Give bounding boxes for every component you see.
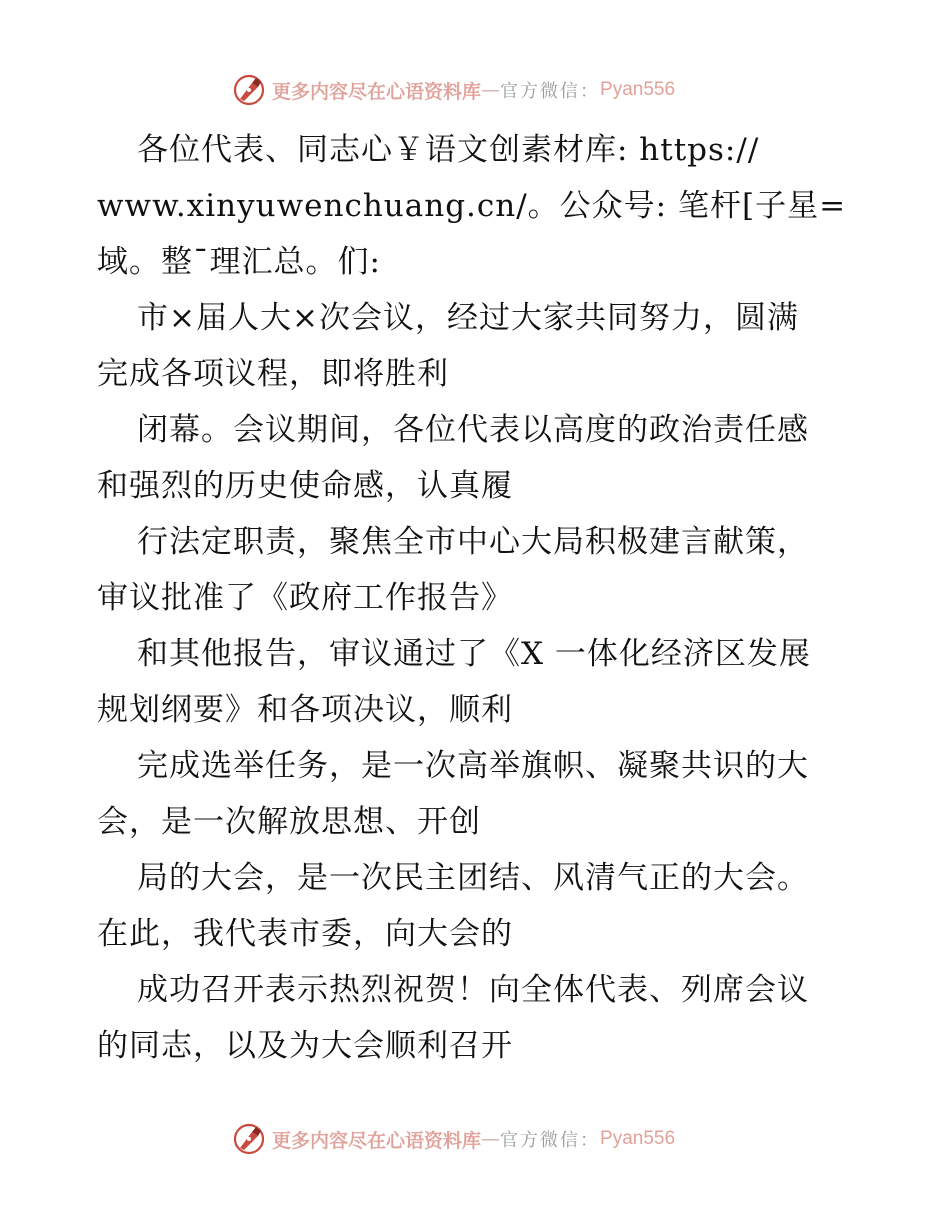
banner-dash: — xyxy=(481,1128,501,1150)
text-line: 完成选举任务，是一次高举旗帜、凝聚共识的大 xyxy=(137,748,809,784)
pen-nib-circle-logo-icon xyxy=(232,73,266,107)
pen-nib-circle-logo-icon xyxy=(232,1122,266,1156)
text-line: 行法定职责，聚焦全市中心大局积极建言献策， xyxy=(137,524,809,560)
banner-official-label: 官方微信： xyxy=(500,81,601,102)
text-line: 完成各项议程，即将胜利 xyxy=(97,356,449,392)
text-line: 会，是一次解放思想、开创 xyxy=(97,804,481,840)
text-line: 规划纲要》和各项决议，顺利 xyxy=(97,692,513,728)
text-line: 审议批准了《政府工作报告》 xyxy=(97,580,513,616)
footer-watermark-banner xyxy=(232,1119,722,1159)
banner-main-text: 更多内容尽在心语资料库 xyxy=(272,80,482,103)
banner-official-label: 官方微信： xyxy=(500,1130,601,1151)
banner-wechat-id: Pyan556 xyxy=(600,1128,676,1149)
text-line: 成功召开表示热烈祝贺！向全体代表、列席会议 xyxy=(137,972,809,1008)
text-line: 和强烈的历史使命感，认真履 xyxy=(97,468,513,504)
banner-dash: — xyxy=(481,79,501,101)
text-line: www.xinyuwenchuang.cn/。公众号: 笔杆[子星= xyxy=(97,188,847,224)
header-watermark-banner xyxy=(232,70,722,110)
text-line: 的同志，以及为大会顺利召开 xyxy=(97,1028,513,1064)
banner-main-text: 更多内容尽在心语资料库 xyxy=(272,1129,482,1152)
text-line: 各位代表、同志心￥语文创素材库: https:// xyxy=(137,132,760,168)
text-line: 局的大会，是一次民主团结、风清气正的大会。 xyxy=(137,860,809,896)
text-line: 闭幕。会议期间，各位代表以高度的政治责任感 xyxy=(137,412,809,448)
banner-wechat-id: Pyan556 xyxy=(600,79,676,100)
text-line: 在此，我代表市委，向大会的 xyxy=(97,916,513,952)
text-line: 域。整¯理汇总。们: xyxy=(97,244,381,280)
text-line: 和其他报告，审议通过了《X 一体化经济区发展 xyxy=(137,636,811,672)
document-body xyxy=(97,122,857,1074)
text-line: 市×届人大×次会议，经过大家共同努力，圆满 xyxy=(137,300,799,336)
